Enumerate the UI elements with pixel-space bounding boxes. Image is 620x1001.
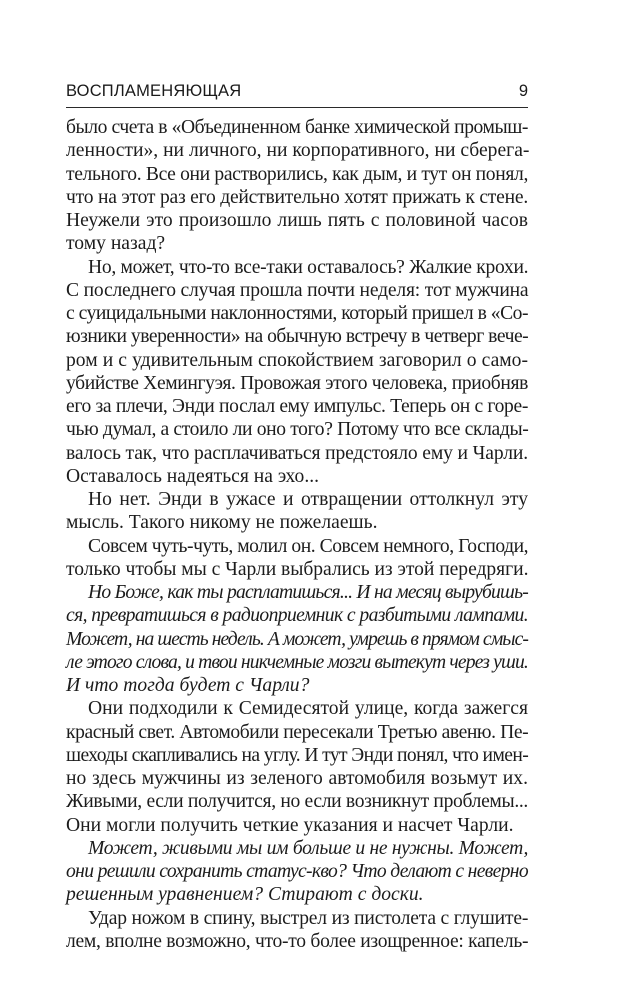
text-line-italic: И что тогда будет с Чарли? (66, 675, 310, 696)
text-line: лем, вполне возможно, что-то более изощренное: капель- (66, 930, 529, 952)
text-line-italic: они решили сохранить статус-кво? Что делают с неверно (66, 861, 528, 882)
text-line-italic: Может, живыми мы им больше и не нужны. Может, (88, 837, 529, 859)
text-line: ром и с удивительным спокойствием заговорил о само- (66, 349, 528, 371)
text-line-italic: Может, на шесть недель. А может, умрешь в прямом смыс- (66, 628, 528, 650)
header-rule (66, 107, 528, 108)
text-line: С последнего случая прошла почти неделя: тот мужчина (66, 279, 529, 301)
text-line: мысль. Такого никому не пожелаешь. (66, 512, 378, 534)
text-line: чью думал, а стоило ли оно того? Потому что все склады- (66, 419, 529, 441)
text-line: Они могли получить четкие указания и насчет Чарли. (66, 814, 514, 836)
text-line: Удар ножом в спину, выстрел из пистолета с глушите- (88, 907, 529, 929)
text-line: тому назад? (66, 233, 166, 255)
text-line-italic: ся, превратишься в радиоприемник с разбитыми лампами. (66, 605, 528, 627)
text-line: Но нет. Энди в ужасе и отвращении оттолкнул эту (88, 489, 528, 510)
text-line: его за плечи, Энди послал ему импульс. Теперь он с горе- (66, 396, 528, 417)
text-line: убийстве Хемингуэя. Провожая этого человека, приобняв (66, 372, 528, 394)
running-title: ВОСПЛАМЕНЯЮЩАЯ (66, 82, 242, 100)
text-line: Но, может, что-то все-таки оставалось? Жалкие крохи. (88, 256, 529, 278)
text-line: с суицидальными наклонностями, который пришел в «Со- (66, 303, 528, 324)
text-line: шеходы скапливались на углу. И тут Энди понял, что имен- (66, 744, 529, 766)
text-line: ленности», ни личного, ни корпоративного, ни сберега- (66, 140, 530, 162)
running-head (66, 78, 528, 102)
text-line: что на этот раз его действительно хотят прижать к стене. (66, 186, 528, 208)
text-line: Они подходили к Семидесятой улице, когда зажегся (88, 698, 528, 720)
text-line: только чтобы мы с Чарли выбрались из этой передряги. (66, 558, 529, 580)
text-line-italic: Но Боже, как ты расплатишься... И на месяц вырубишь- (88, 582, 528, 603)
text-line: тельного. Все они растворились, как дым, и тут он понял, (66, 163, 528, 185)
page-number: 9 (518, 82, 528, 100)
text-line: было счета в «Объединенном банке химической промыш- (66, 117, 528, 138)
text-line: Живыми, если получится, но если возникнут проблемы... (66, 791, 528, 813)
text-line: Неужели это произошло лишь пять с половиной часов (66, 210, 528, 231)
text-line-italic: решенным уравнением? Стирают с доски. (66, 884, 424, 906)
text-line: красный свет. Автомобили пересекали Третью авеню. Пе- (66, 721, 529, 743)
text-line: Совсем чуть-чуть, молил он. Совсем немного, Господи, (88, 535, 529, 557)
text-line: Оставалось надеяться на эхо... (66, 465, 320, 487)
text-line: юзники уверенности» на обычную встречу в четверг вече- (66, 326, 529, 348)
text-line: валось так, что расплачиваться предстояло ему и Чарли. (66, 442, 529, 464)
body-text (66, 116, 528, 953)
text-line: но здесь мужчины из зеленого автомобиля возьмут их. (66, 768, 528, 789)
text-line-italic: ле этого слова, и твои никчемные мозги вытекут через уши. (66, 651, 528, 673)
